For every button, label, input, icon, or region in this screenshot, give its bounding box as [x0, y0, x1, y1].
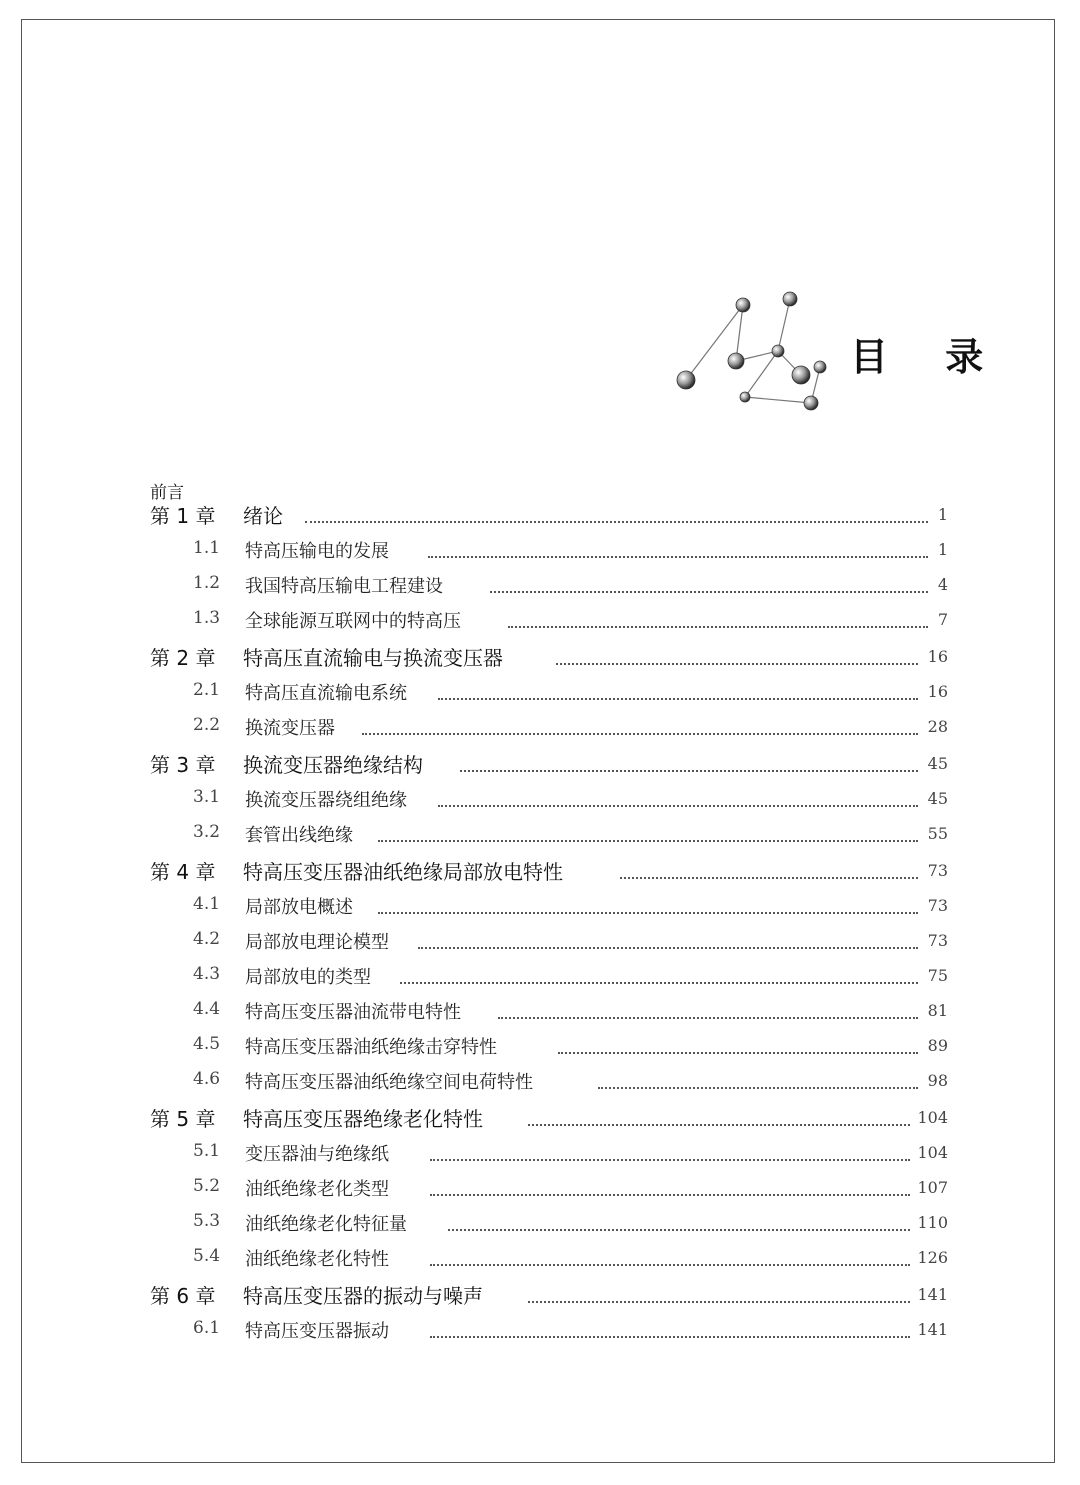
toc-section-row[interactable] — [150, 1032, 950, 1062]
dot-leader — [448, 1229, 910, 1231]
section-title: 油纸绝缘老化特征量 — [245, 1214, 407, 1235]
toc-section-row[interactable] — [150, 678, 950, 708]
page-number: 16 — [927, 682, 948, 701]
toc-section-row[interactable] — [150, 1174, 950, 1204]
page-number: 75 — [927, 966, 948, 985]
toc-section-row[interactable] — [150, 713, 950, 743]
toc-section-row[interactable] — [150, 606, 950, 636]
section-title: 油纸绝缘老化特性 — [245, 1249, 389, 1270]
section-number: 4.2 — [193, 929, 221, 949]
dot-leader — [430, 1159, 910, 1161]
chapter-title: 特高压变压器油纸绝缘局部放电特性 — [243, 860, 563, 884]
section-number: 4.3 — [193, 964, 221, 984]
section-number: 4.4 — [193, 999, 221, 1019]
toc-section-row[interactable] — [150, 1316, 950, 1346]
chapter-number: 第 3 章 — [150, 753, 216, 777]
page-number: 73 — [927, 861, 948, 880]
toc-section-row[interactable] — [150, 927, 950, 957]
dot-leader — [498, 1017, 918, 1019]
dot-leader — [490, 591, 928, 593]
dot-leader — [428, 556, 928, 558]
toc-chapter-row[interactable] — [150, 750, 950, 780]
page-number: 1 — [937, 540, 948, 559]
dot-leader — [508, 626, 928, 628]
toc-section-row[interactable] — [150, 1067, 950, 1097]
dot-leader — [430, 1336, 910, 1338]
dot-leader — [430, 1194, 910, 1196]
section-number: 1.2 — [193, 573, 221, 593]
dot-leader — [378, 840, 918, 842]
toc-section-row[interactable] — [150, 571, 950, 601]
dot-leader — [400, 982, 918, 984]
section-title: 全球能源互联网中的特高压 — [245, 611, 461, 632]
page-number: 126 — [917, 1248, 948, 1267]
section-number: 2.1 — [193, 680, 221, 700]
dot-leader — [598, 1087, 918, 1089]
section-number: 3.2 — [193, 822, 221, 842]
section-title: 换流变压器绕组绝缘 — [245, 790, 407, 811]
page-number: 89 — [927, 1036, 948, 1055]
page-number: 104 — [917, 1108, 948, 1127]
section-number: 3.1 — [193, 787, 221, 807]
toc-section-row[interactable] — [150, 892, 950, 922]
chapter-title: 特高压直流输电与换流变压器 — [243, 646, 503, 670]
dot-leader — [528, 1301, 910, 1303]
page-number: 1 — [937, 505, 948, 524]
section-title: 套管出线绝缘 — [245, 825, 353, 846]
dot-leader — [418, 947, 918, 949]
toc-section-row[interactable] — [150, 997, 950, 1027]
page-number: 141 — [917, 1285, 948, 1304]
chapter-number: 第 4 章 — [150, 860, 216, 884]
section-number: 5.4 — [193, 1246, 221, 1266]
dot-leader — [438, 698, 918, 700]
dot-leader — [362, 733, 918, 735]
dot-leader — [556, 663, 918, 665]
page-number: 7 — [937, 610, 948, 629]
chapter-number: 第 5 章 — [150, 1107, 216, 1131]
dot-leader — [528, 1124, 910, 1126]
chapter-number: 第 2 章 — [150, 646, 216, 670]
toc-heading: 目 录 — [850, 335, 1006, 379]
section-title: 特高压直流输电系统 — [245, 683, 407, 704]
section-title: 我国特高压输电工程建设 — [245, 576, 443, 597]
page-number: 16 — [927, 647, 948, 666]
page-number: 73 — [927, 896, 948, 915]
toc-section-row[interactable] — [150, 1139, 950, 1169]
section-number: 4.1 — [193, 894, 221, 914]
chapter-title: 特高压变压器绝缘老化特性 — [243, 1107, 483, 1131]
page-number: 45 — [927, 754, 948, 773]
page-number: 107 — [917, 1178, 948, 1197]
dot-leader — [558, 1052, 918, 1054]
toc-chapter-row[interactable] — [150, 857, 950, 887]
page-number: 45 — [927, 789, 948, 808]
toc-chapter-row[interactable] — [150, 643, 950, 673]
section-title: 局部放电概述 — [245, 897, 353, 918]
section-number: 4.6 — [193, 1069, 221, 1089]
page-number: 55 — [927, 824, 948, 843]
section-title: 特高压输电的发展 — [245, 541, 389, 562]
section-number: 4.5 — [193, 1034, 221, 1054]
dot-leader — [378, 912, 918, 914]
section-number: 2.2 — [193, 715, 221, 735]
section-number: 1.3 — [193, 608, 221, 628]
section-title: 局部放电的类型 — [245, 967, 371, 988]
page-number: 141 — [917, 1320, 948, 1339]
toc-section-row[interactable] — [150, 1244, 950, 1274]
page-number: 28 — [927, 717, 948, 736]
toc-chapter-row[interactable] — [150, 1281, 950, 1311]
dot-leader — [305, 521, 928, 523]
toc-chapter-row[interactable] — [150, 1104, 950, 1134]
page-number: 4 — [937, 575, 948, 594]
section-number: 6.1 — [193, 1318, 221, 1338]
dot-leader — [460, 770, 918, 772]
page-number: 73 — [927, 931, 948, 950]
section-number: 5.2 — [193, 1176, 221, 1196]
chapter-title: 换流变压器绝缘结构 — [243, 753, 423, 777]
page-number: 104 — [917, 1143, 948, 1162]
chapter-title: 绪论 — [243, 504, 283, 528]
toc-section-row[interactable] — [150, 962, 950, 992]
chapter-number: 第 1 章 — [150, 504, 216, 528]
section-number: 5.1 — [193, 1141, 221, 1161]
section-title: 换流变压器 — [245, 718, 335, 739]
preface-entry[interactable]: 前言 — [150, 483, 184, 503]
section-title: 特高压变压器油纸绝缘击穿特性 — [245, 1037, 497, 1058]
section-number: 5.3 — [193, 1211, 221, 1231]
page-number: 98 — [927, 1071, 948, 1090]
section-title: 局部放电理论模型 — [245, 932, 389, 953]
dot-leader — [438, 805, 918, 807]
dot-leader — [620, 877, 918, 879]
section-title: 特高压变压器振动 — [245, 1321, 389, 1342]
dot-leader — [430, 1264, 910, 1266]
section-title: 变压器油与绝缘纸 — [245, 1144, 389, 1165]
toc-section-row[interactable] — [150, 785, 950, 815]
section-title: 特高压变压器油流带电特性 — [245, 1002, 461, 1023]
chapter-number: 第 6 章 — [150, 1284, 216, 1308]
chapter-title: 特高压变压器的振动与噪声 — [243, 1284, 483, 1308]
toc-section-row[interactable] — [150, 536, 950, 566]
section-title: 油纸绝缘老化类型 — [245, 1179, 389, 1200]
section-title: 特高压变压器油纸绝缘空间电荷特性 — [245, 1072, 533, 1093]
toc-section-row[interactable] — [150, 1209, 950, 1239]
page-number: 81 — [927, 1001, 948, 1020]
section-number: 1.1 — [193, 538, 221, 558]
toc-chapter-row[interactable] — [150, 501, 950, 531]
page-number: 110 — [917, 1213, 948, 1232]
toc-section-row[interactable] — [150, 820, 950, 850]
